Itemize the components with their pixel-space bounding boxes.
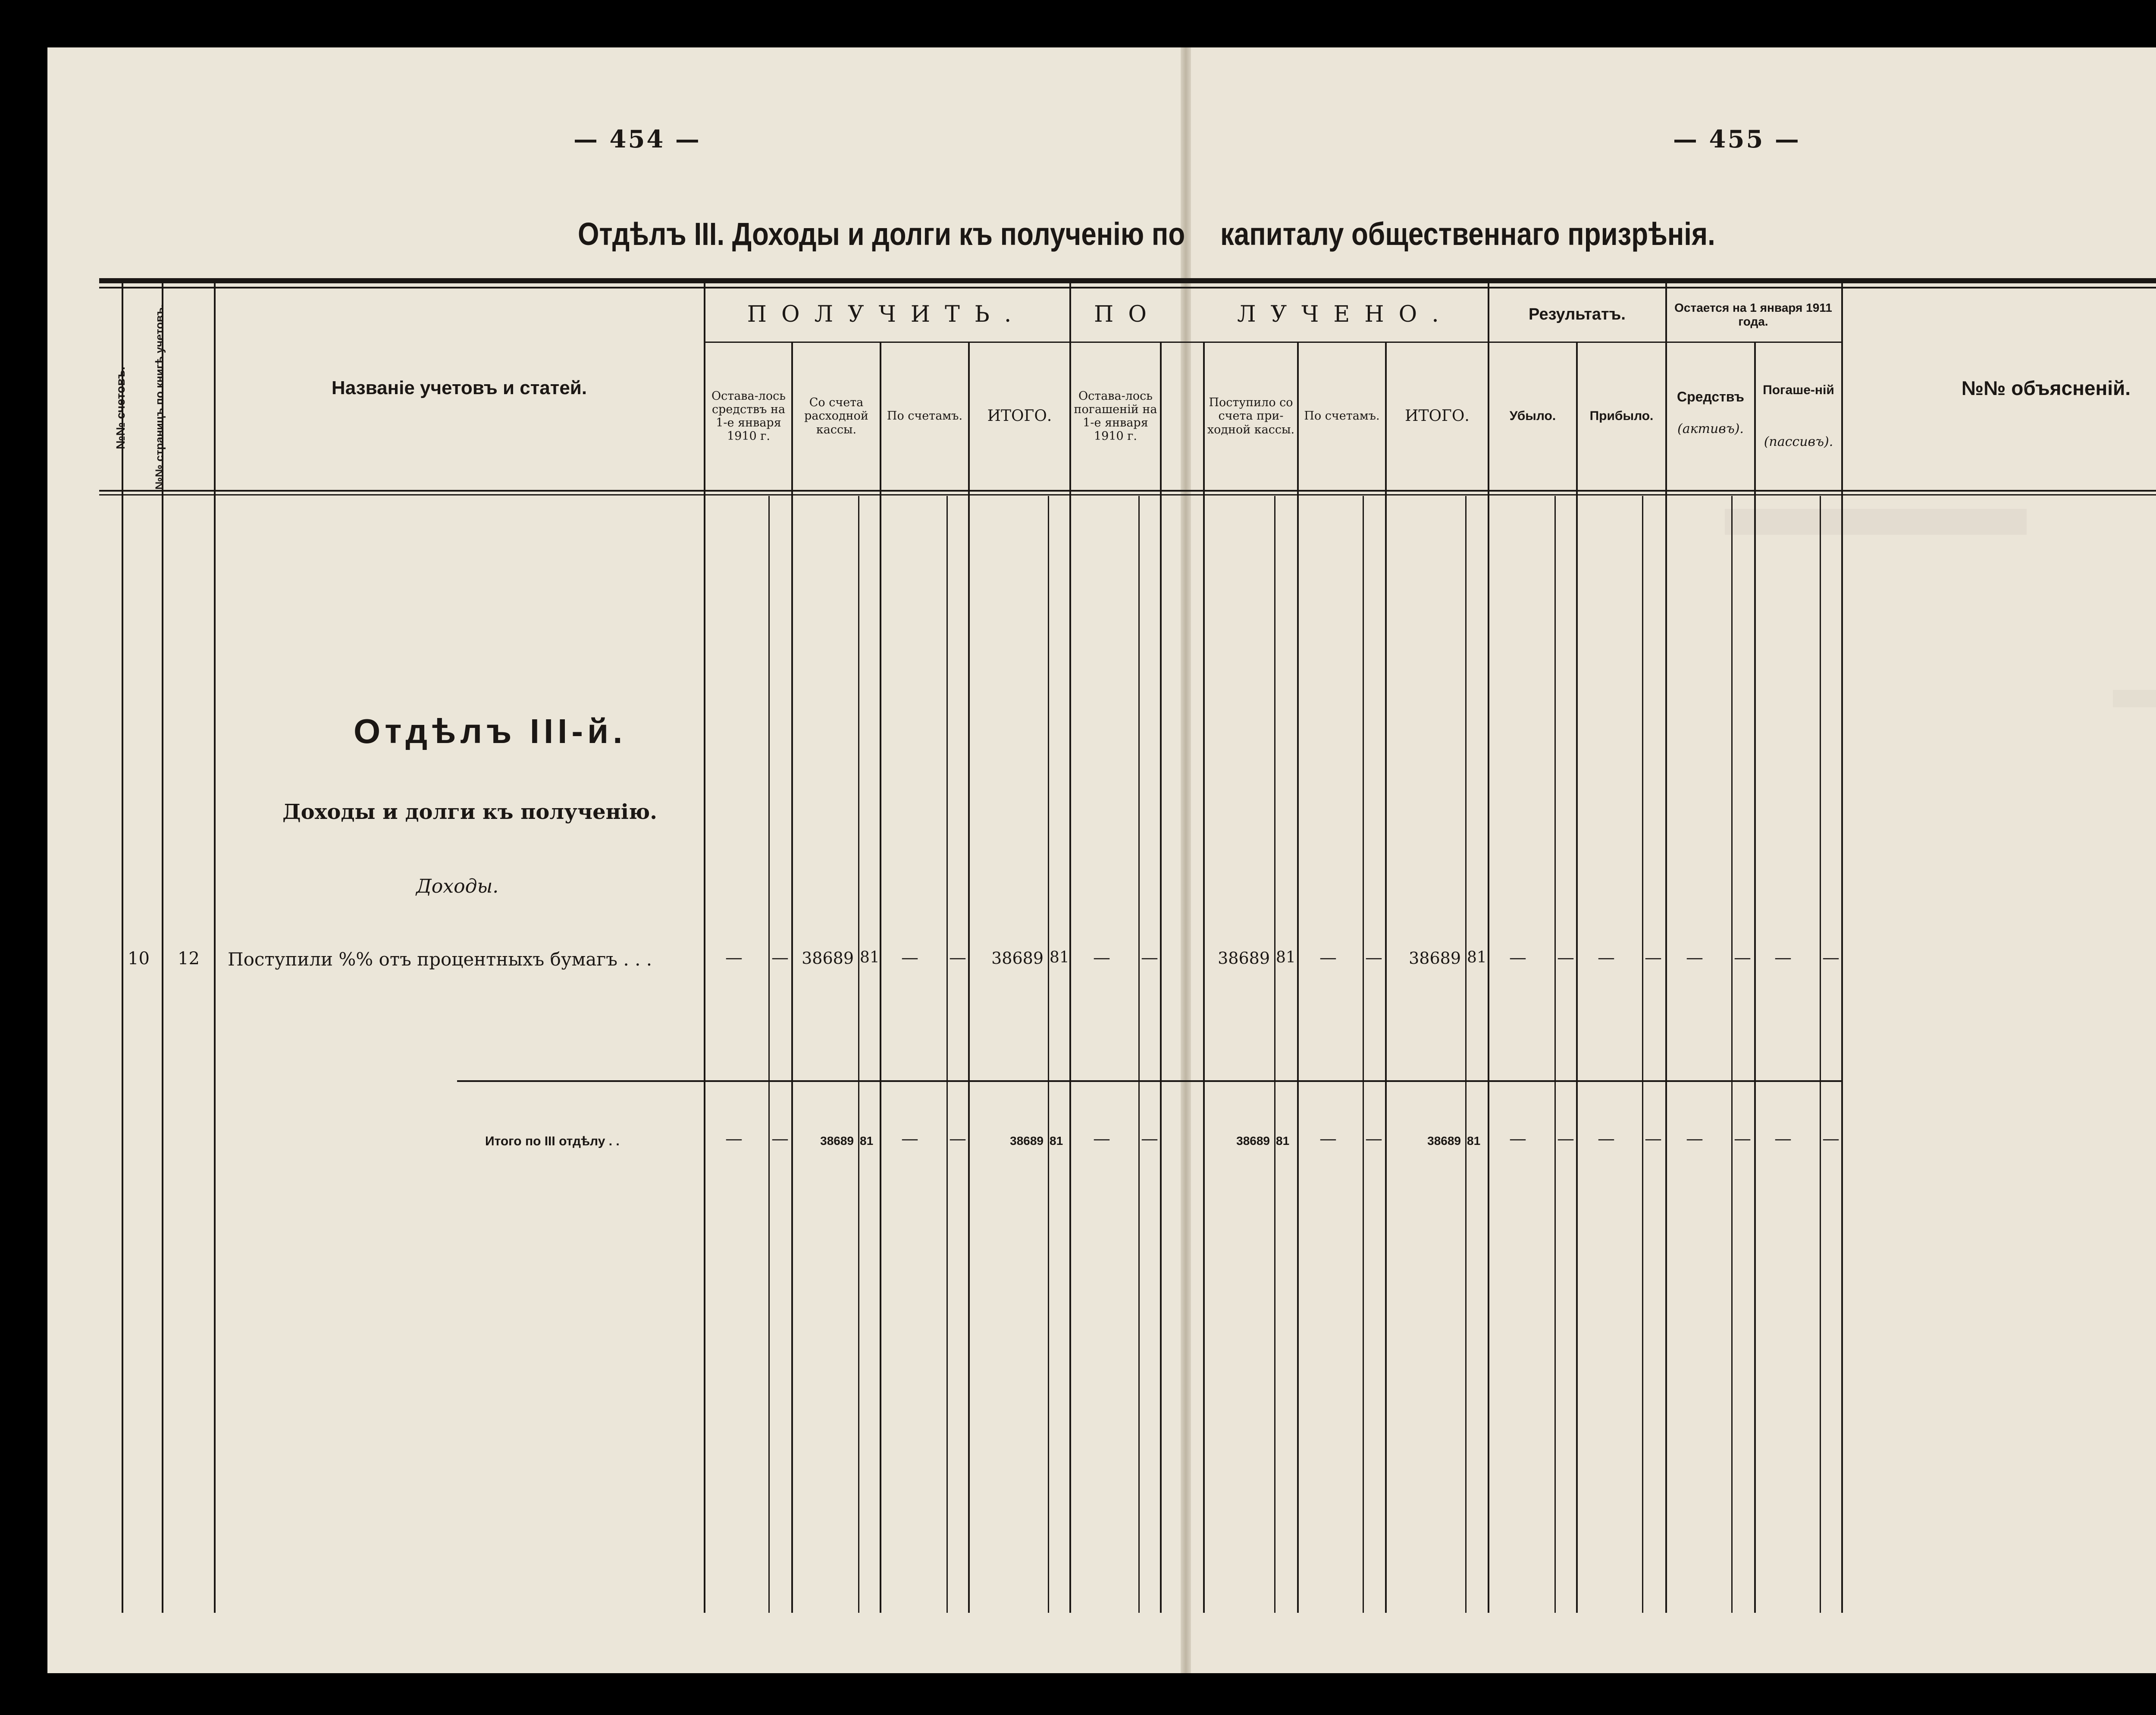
total-label: Итого по III отдѣлу . . — [485, 1134, 620, 1148]
total-dash: — — [1822, 1129, 1839, 1149]
row-dash: — — [1822, 948, 1839, 968]
header-explanations: №№ объясненій. — [1961, 376, 2131, 399]
col-rule — [946, 496, 948, 1613]
section-title: Отдѣлъ III-й. — [354, 712, 627, 750]
col-rule — [1274, 496, 1275, 1613]
total-dash: — — [949, 1129, 966, 1149]
row-total-1-k: 81 — [1050, 949, 1069, 966]
poluchit-underline — [704, 342, 1488, 343]
col-rule — [1203, 343, 1205, 1613]
col-rule — [1138, 496, 1140, 1613]
col-rule — [1297, 343, 1299, 1613]
col-rule — [1754, 343, 1756, 1613]
header-polucheno-left: ПО — [1094, 301, 1161, 328]
row-account-no: 10 — [128, 949, 150, 969]
total-from-expense-k: 81 — [860, 1134, 874, 1148]
col-rule — [858, 496, 859, 1613]
row-dash: — — [1365, 948, 1382, 968]
row-from-income: 38689 — [1218, 949, 1270, 968]
total-dash: — — [1141, 1129, 1158, 1149]
col-rule — [1731, 496, 1733, 1613]
table-top-rule-thin — [99, 287, 2156, 288]
total-dash: — — [1093, 1129, 1110, 1149]
col-rule — [1665, 282, 1667, 1613]
col-rule — [1048, 496, 1049, 1613]
row-total-1: 38689 — [991, 949, 1044, 968]
col-rule — [1465, 496, 1467, 1613]
header-increased: Прибыло. — [1589, 408, 1654, 423]
row-dash: — — [901, 948, 918, 968]
row-dash: — — [771, 948, 789, 968]
total-dash: — — [771, 1129, 789, 1149]
total-dash: — — [1557, 1129, 1574, 1149]
total-separator-rule — [457, 1080, 1841, 1082]
row-dash: — — [1645, 948, 1662, 968]
header-polucheno-right: ЛУЧЕНО. — [1237, 301, 1454, 328]
header-account-no: №№ счетовъ. — [114, 367, 127, 449]
remains-underline — [1665, 342, 1841, 343]
col-rule — [214, 282, 216, 1613]
col-rule — [1385, 343, 1387, 1613]
header-repay-note: (пассивъ). — [1764, 434, 1833, 449]
row-dash: — — [949, 948, 966, 968]
header-remaining-repay: Остава-лось погашеній на 1-е января 1910 г. — [1074, 389, 1157, 443]
row-dash: — — [1774, 948, 1792, 968]
header-assets: Средствъ — [1677, 389, 1744, 404]
row-dash: — — [1598, 948, 1615, 968]
total-dash: — — [1509, 1129, 1526, 1149]
col-rule — [1576, 343, 1578, 1613]
col-rule — [1841, 282, 1843, 1613]
header-from-expense: Со счета расходной кассы. — [804, 396, 868, 436]
col-rule — [1820, 496, 1821, 1613]
header-repay: Погаше-ній — [1763, 383, 1834, 397]
total-dash: — — [901, 1129, 918, 1149]
col-rule — [968, 343, 970, 1613]
header-from-income: Поступило со счета при-ходной кассы. — [1207, 396, 1295, 436]
total-from-expense: 38689 — [820, 1134, 854, 1148]
left-page-number: — 454 — — [573, 125, 701, 154]
total-total-2-k: 81 — [1467, 1134, 1481, 1148]
total-dash: — — [1319, 1129, 1337, 1149]
row-total-2-k: 81 — [1467, 949, 1487, 966]
total-dash: — — [1598, 1129, 1615, 1149]
header-total-1: ИТОГО. — [987, 407, 1052, 425]
header-bottom-rule-2 — [99, 494, 2156, 495]
bleed-through-shading — [2113, 690, 2156, 707]
table-top-rule — [99, 278, 2156, 283]
row-dash: — — [1686, 948, 1703, 968]
total-dash: — — [1734, 1129, 1751, 1149]
row-total-2: 38689 — [1409, 949, 1461, 968]
income-label: Доходы. — [416, 875, 499, 897]
row-name: Поступили %% отъ процентныхъ бумагъ . . . — [228, 949, 652, 970]
right-page-number: — 455 — — [1673, 125, 1801, 154]
header-book-page: №№ страницъ по книгѣ учетовъ. — [153, 304, 166, 490]
col-rule — [122, 282, 123, 1613]
header-decreased: Убыло. — [1509, 408, 1556, 423]
header-assets-note: (активъ). — [1677, 421, 1744, 436]
total-total-2: 38689 — [1427, 1134, 1461, 1148]
total-total-1: 38689 — [1010, 1134, 1044, 1148]
header-total-2: ИТОГО. — [1405, 407, 1470, 425]
title-left: Отдѣлъ III. Доходы и долги къ полученію по — [578, 216, 1185, 252]
row-dash: — — [1319, 948, 1337, 968]
header-bottom-rule — [99, 490, 2156, 492]
header-by-accounts-1: По счетамъ. — [887, 409, 963, 423]
header-poluchit: ПОЛУЧИТЬ. — [747, 301, 1026, 328]
col-rule — [1554, 496, 1556, 1613]
row-dash: — — [1509, 948, 1526, 968]
bleed-through-shading — [1725, 509, 2027, 535]
col-rule — [1069, 282, 1071, 1613]
total-total-1-k: 81 — [1050, 1134, 1063, 1148]
row-from-income-k: 81 — [1276, 949, 1296, 966]
header-name: Названіе учетовъ и статей. — [331, 377, 587, 398]
title-right: капиталу общественнаго призрѣнія. — [1220, 216, 1715, 252]
col-rule — [768, 496, 770, 1613]
col-rule — [1642, 496, 1643, 1613]
row-dash: — — [1734, 948, 1751, 968]
header-by-accounts-2: По счетамъ. — [1304, 409, 1380, 423]
col-rule — [880, 343, 881, 1613]
row-dash: — — [1141, 948, 1158, 968]
section-subtitle: Доходы и долги къ полученію. — [282, 800, 657, 824]
total-from-income-k: 81 — [1276, 1134, 1290, 1148]
row-from-expense-k: 81 — [860, 949, 880, 966]
col-rule — [1363, 496, 1364, 1613]
total-dash: — — [1645, 1129, 1662, 1149]
total-dash: — — [725, 1129, 743, 1149]
col-rule — [704, 282, 705, 1613]
row-book-page: 12 — [178, 949, 200, 969]
header-remaining-1910: Остава-лось средствъ на 1-е января 1910 г. — [711, 389, 786, 443]
col-rule — [1488, 282, 1489, 1613]
total-from-income: 38689 — [1236, 1134, 1270, 1148]
row-from-expense: 38689 — [802, 949, 854, 968]
total-dash: — — [1774, 1129, 1792, 1149]
row-dash: — — [1093, 948, 1110, 968]
col-rule — [1160, 343, 1162, 1613]
header-result: Результатъ. — [1529, 305, 1626, 324]
col-rule — [791, 343, 793, 1613]
header-remains: Остается на 1 января 1911 года. — [1674, 301, 1832, 328]
total-dash: — — [1365, 1129, 1382, 1149]
total-dash: — — [1686, 1129, 1703, 1149]
row-dash: — — [725, 948, 743, 968]
row-dash: — — [1557, 948, 1574, 968]
